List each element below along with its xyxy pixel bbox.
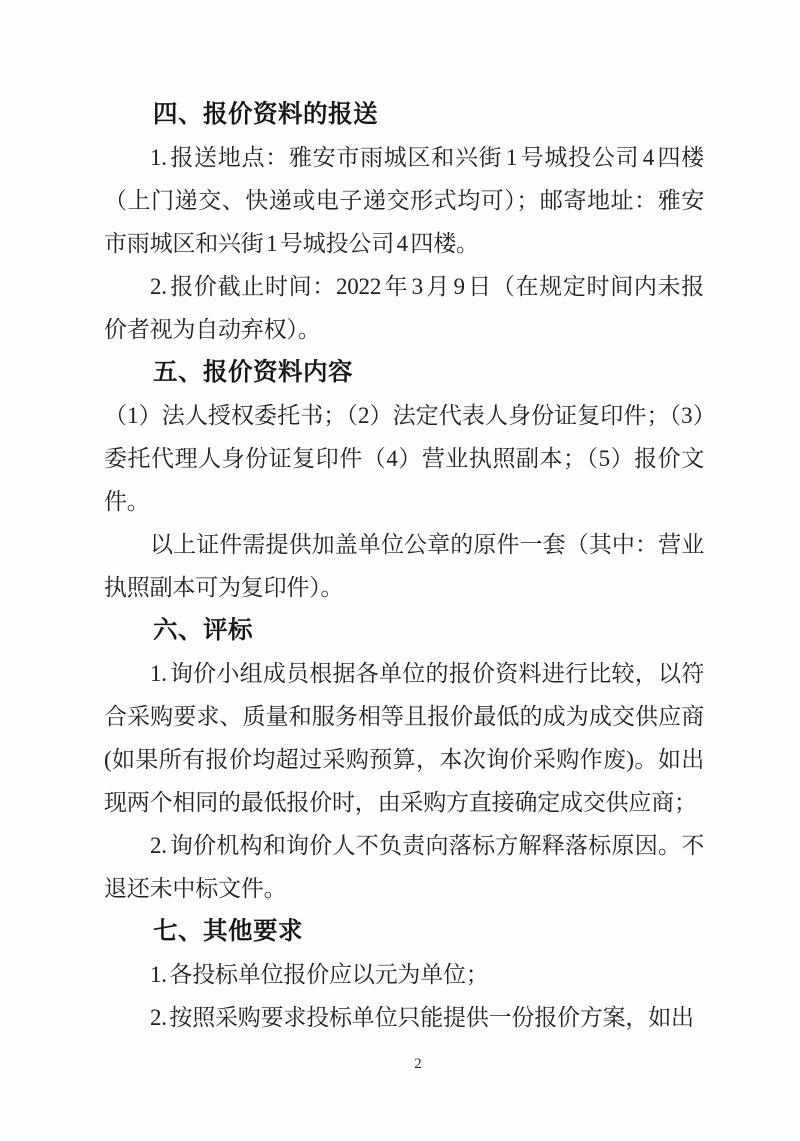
paragraph-other-oneplan: 2. 按照采购要求投标单位只能提供一份报价方案，如出 (150, 1005, 694, 1030)
document-content (104, 93, 704, 1039)
section-heading-evaluation: 六、评标 (153, 617, 253, 644)
paragraph-evaluation-noexplain: 2. 询价机构和询价人不负责向落标方解释落标原因。不退还未中标文件。 (104, 833, 704, 901)
section-heading-other: 七、其他要求 (153, 918, 303, 945)
paragraph-submission-location: 1. 报送地点：雅安市雨城区和兴街 1 号城投公司 4 四楼（上门递交、快递或电子递交形式均可）；邮寄地址：雅安市雨城区和兴街 1 号城投公司 4 四楼。 (104, 145, 704, 256)
paragraph-evaluation-rule: 1. 询价小组成员根据各单位的报价资料进行比较，以符合采购要求、质量和服务相等且报价最低的成为成交供应商(如果所有报价均超过采购预算，本次询价采购作废)。如出现两个相同的最低报价时，由采购方直接确定成交供应商； (104, 661, 704, 815)
paragraph-deadline: 2. 报价截止时间：2022 年 3 月 9 日（在规定时间内未报价者视为自动弃权）。 (104, 274, 704, 342)
paragraph-materials-list: （1）法人授权委托书；（2）法定代表人身份证复印件；（3）委托代理人身份证复印件（4）营业执照副本；（5）报价文件。 (104, 403, 704, 514)
section-heading-submission: 四、报价资料的报送 (153, 101, 378, 128)
paragraph-materials-note: 以上证件需提供加盖单位公章的原件一套（其中：营业执照副本可为复印件）。 (104, 532, 704, 600)
section-heading-materials: 五、报价资料内容 (153, 359, 353, 386)
paragraph-other-unit: 1. 各投标单位报价应以元为单位； (150, 962, 489, 987)
page-number: 2 (414, 1056, 422, 1072)
